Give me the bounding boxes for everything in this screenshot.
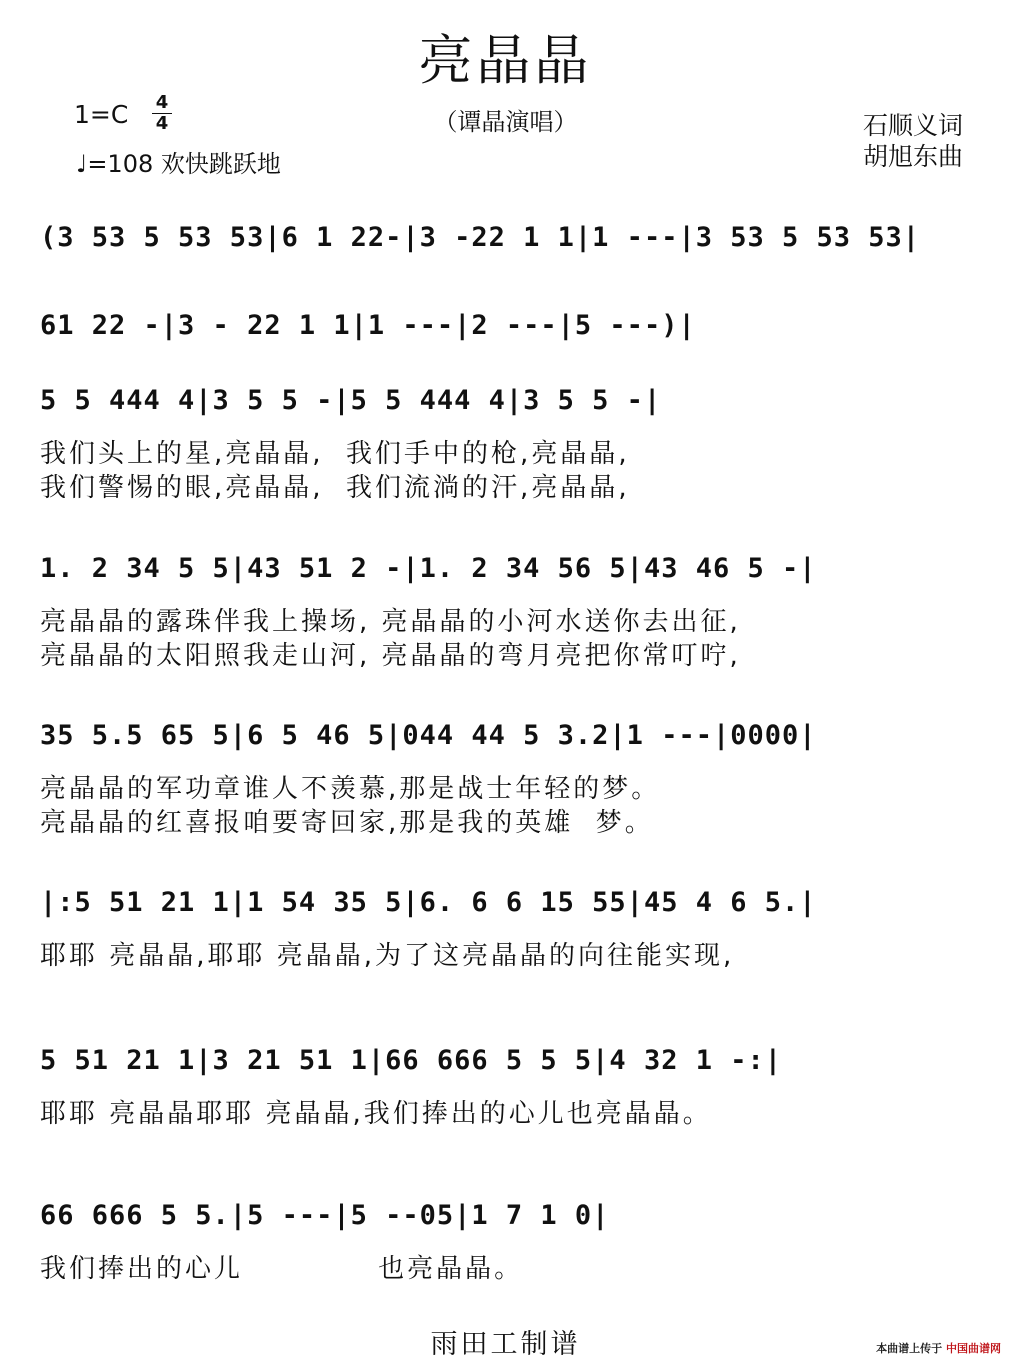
upload-site: 中国曲谱网 — [946, 1342, 1001, 1355]
lyric-line: 我们捧出的心儿 也亮晶晶。 — [40, 1254, 524, 1284]
notation-line: 35 5.5 65 5|6 5 46 5|044 44 5 3.2|1 ---|0000| — [40, 720, 817, 751]
notation-line: 5 51 21 1|3 21 51 1|66 666 5 5 5|4 32 1 -:| — [40, 1045, 782, 1076]
lyric-line: 亮晶晶的露珠伴我上操场, 亮晶晶的小河水送你去出征, — [40, 607, 741, 637]
lyric-line: 耶耶 亮晶晶,耶耶 亮晶晶,为了这亮晶晶的向往能实现, — [40, 941, 735, 971]
lyricist-credit: 石顺义词 — [862, 111, 963, 140]
upload-note-text: 本曲谱上传于 — [876, 1342, 943, 1355]
song-title: 亮晶晶 — [418, 29, 593, 92]
time-signature-top: 4 — [155, 92, 169, 113]
lyric-line: 亮晶晶的红喜报咱要寄回家,那是我的英雄 梦。 — [40, 808, 654, 838]
notation-line: 61 22 -|3 - 22 1 1|1 ---|2 ---|5 ---)| — [40, 310, 696, 341]
lyric-line: 我们头上的星,亮晶晶, 我们手中的枪,亮晶晶, — [40, 439, 630, 469]
lyric-line: 耶耶 亮晶晶耶耶 亮晶晶,我们捧出的心儿也亮晶晶。 — [40, 1099, 712, 1129]
singer-credit: （谭晶演唱） — [433, 108, 578, 136]
lyric-line: 亮晶晶的太阳照我走山河, 亮晶晶的弯月亮把你常叮咛, — [40, 641, 741, 671]
key-signature: 1=C — [74, 100, 129, 129]
notation-line: 1. 2 34 5 5|43 51 2 -|1. 2 34 56 5|43 46 5 -| — [40, 553, 817, 584]
lyric-line: 亮晶晶的军功章谁人不羡慕,那是战士年轻的梦。 — [40, 774, 661, 804]
credits — [863, 110, 963, 172]
notation-line: 5 5 444 4|3 5 5 -|5 5 444 4|3 5 5 -| — [40, 385, 662, 416]
notation-line: 66 666 5 5.|5 ---|5 --05|1 7 1 0| — [40, 1200, 610, 1231]
upload-note — [876, 1340, 1001, 1356]
notation-line: (3 53 5 53 53|6 1 22-|3 -22 1 1|1 ---|3 53 5 53 53| — [40, 222, 921, 253]
time-signature-bottom: 4 — [155, 113, 169, 134]
transcriber-credit: 雨田工制谱 — [430, 1329, 581, 1360]
composer-credit: 胡旭东曲 — [862, 142, 963, 171]
notation-line: |:5 51 21 1|1 54 35 5|6. 6 6 15 55|45 4 6 5.| — [40, 887, 817, 918]
lyric-line: 我们警惕的眼,亮晶晶, 我们流淌的汗,亮晶晶, — [40, 473, 630, 503]
tempo-marking: ♩=108 欢快跳跃地 — [76, 150, 281, 178]
